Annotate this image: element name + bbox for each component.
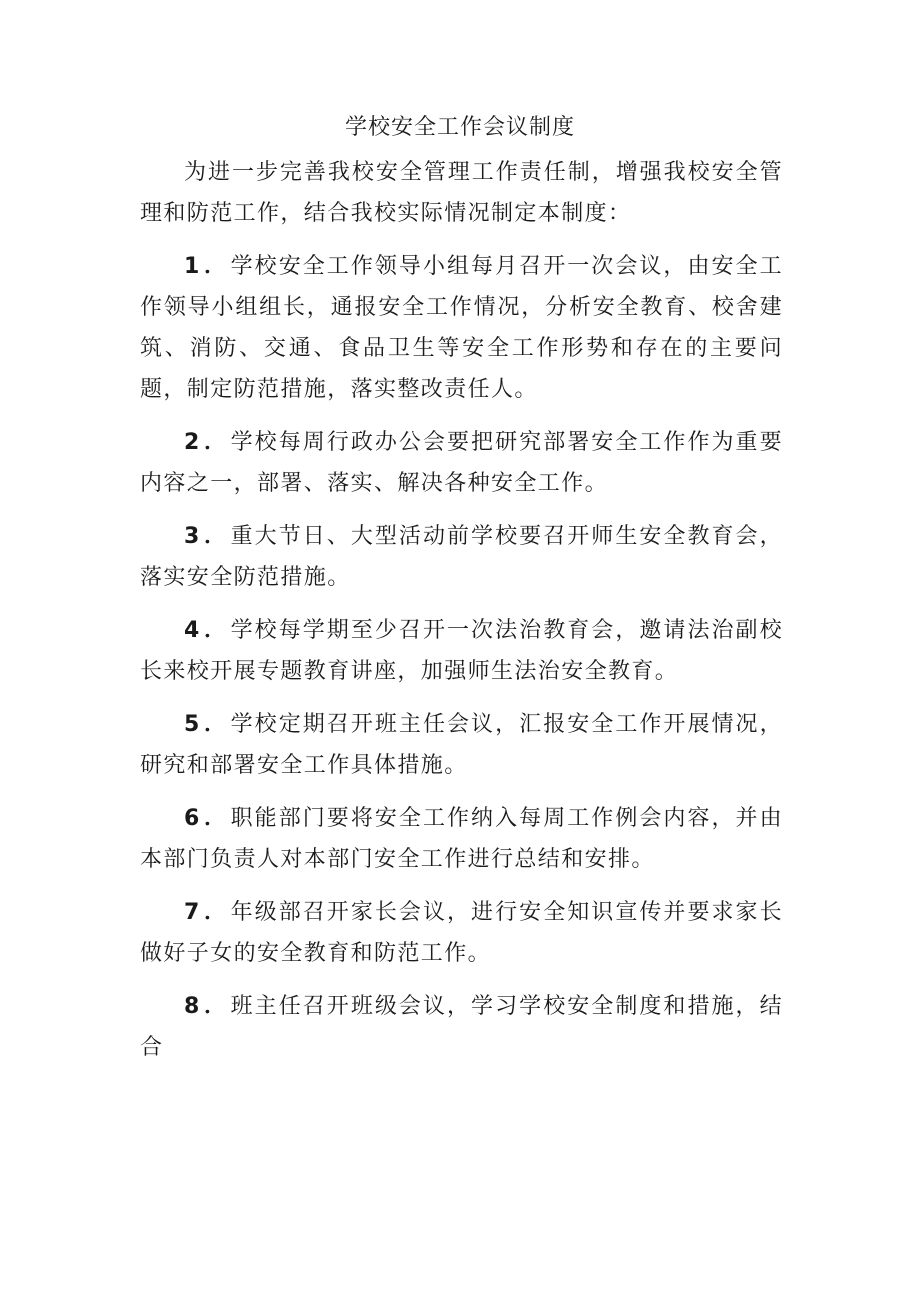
list-item (140, 892, 783, 974)
item-text: 学校定期召开班主任会议，汇报安全工作开展情况，研究和部署安全工作具体措施。 (140, 712, 784, 778)
item-text: 重大节日、大型活动前学校要召开师生安全教育会，落实安全防范措施。 (140, 524, 784, 590)
item-text: 学校每周行政办公会要把研究部署安全工作作为重要内容之一，部署、落实、解决各种安全工作。 (140, 430, 784, 496)
list-item (140, 798, 783, 880)
item-number: 3． (184, 524, 231, 549)
item-text: 班主任召开班级会议，学习学校安全制度和措施，结合 (140, 994, 784, 1060)
item-text: 职能部门要将安全工作纳入每周工作例会内容，并由本部门负责人对本部门安全工作进行总结和安排。 (140, 806, 784, 872)
list-item (140, 246, 783, 410)
list-item (140, 516, 783, 598)
item-number: 5． (184, 712, 231, 737)
item-number: 7． (184, 900, 231, 925)
document-body (140, 152, 783, 1068)
list-item (140, 422, 783, 504)
item-number: 8． (184, 994, 231, 1019)
item-number: 1． (184, 254, 231, 279)
intro-paragraph: 为进一步完善我校安全管理工作责任制，增强我校安全管理和防范工作，结合我校实际情况制定本制度： (140, 160, 783, 226)
list-item (140, 986, 783, 1068)
list-item (140, 704, 783, 786)
document-title: 学校安全工作会议制度 (344, 115, 575, 140)
item-number: 6． (184, 806, 231, 831)
item-text: 年级部召开家长会议，进行安全知识宣传并要求家长做好子女的安全教育和防范工作。 (140, 900, 784, 966)
item-text: 学校安全工作领导小组每月召开一次会议，由安全工作领导小组组长，通报安全工作情况，分析安全教育、校舍建筑、消防、交通、食品卫生等安全工作形势和存在的主要问题，制定防范措施，落实整改责任人。 (140, 254, 784, 402)
item-text: 学校每学期至少召开一次法治教育会，邀请法治副校长来校开展专题教育讲座，加强师生法治安全教育。 (140, 618, 784, 684)
list-item (140, 610, 783, 692)
item-number: 4． (184, 618, 231, 643)
item-number: 2． (184, 430, 231, 455)
